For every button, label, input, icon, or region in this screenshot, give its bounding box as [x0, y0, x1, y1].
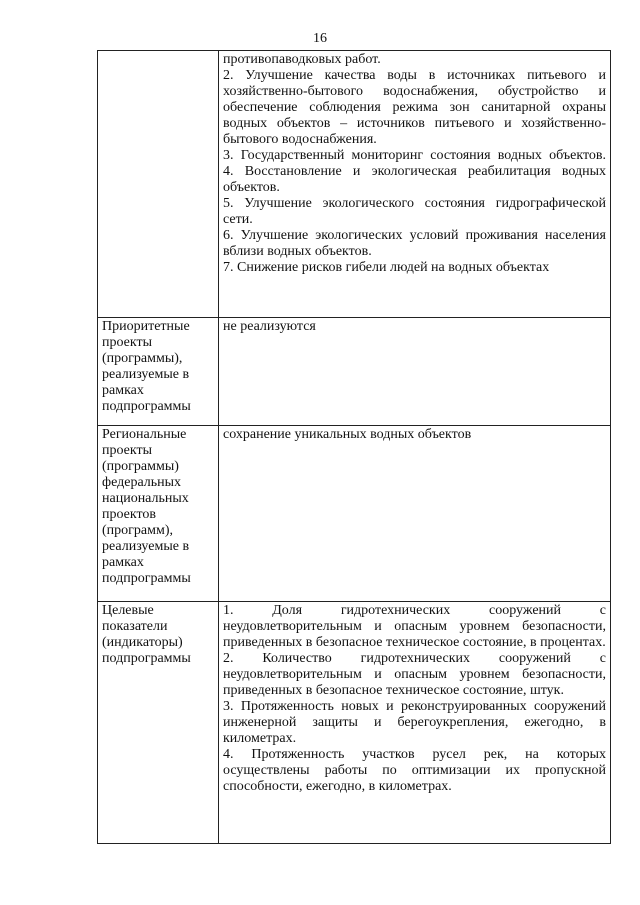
content-item: 3. Государственный мониторинг состояния водных объектов. — [223, 148, 606, 163]
content-item: 1. Доля гидротехнических сооружений с неудовлетворительным и опасным уровнем безопасности, приведенных в безопасное техническое состояние, в процентах. — [223, 603, 606, 650]
row-label: Региональные проекты (программы) федеральных национальных проектов (программ), реализуемые в рамках подпрограммы — [98, 426, 219, 602]
content-item: 3. Протяженность новых и реконструированных сооружений инженерной защиты и берегоукрепления, ежегодно, в километрах. — [223, 699, 606, 746]
table-row — [98, 602, 611, 844]
table-row — [98, 426, 611, 602]
table-row — [98, 318, 611, 426]
content-item: 2. Количество гидротехнических сооружений с неудовлетворительным и опасным уровнем безопасности, приведенных в безопасное техническое состояние, штук. — [223, 651, 606, 698]
row-content — [219, 318, 611, 426]
content-item: не реализуются — [223, 319, 316, 334]
content-item: 5. Улучшение экологического состояния гидрографической сети. — [223, 196, 606, 227]
content-item: 6. Улучшение экологических условий проживания населения вблизи водных объектов. — [223, 228, 606, 259]
row-content — [219, 602, 611, 844]
content-item: противопаводковых работ. — [223, 52, 381, 67]
row-label — [98, 51, 219, 318]
row-label: Приоритетные проекты (программы), реализуемые в рамках подпрограммы — [98, 318, 219, 426]
content-item: 4. Восстановление и экологическая реабилитация водных объектов. — [223, 164, 606, 195]
content-item: 4. Протяженность участков русел рек, на которых осуществлены работы по оптимизации их пропускной способности, ежегодно, в километрах. — [223, 747, 606, 794]
content-item: 2. Улучшение качества воды в источниках питьевого и хозяйственно-бытового водоснабжения, обустройство и обеспечение соблюдения режима зон санитарной охраны водных объектов – источников питьевого и хозяйственно-бытового водоснабжения. — [223, 68, 606, 147]
row-content — [219, 51, 611, 318]
page-number: 16 — [313, 31, 327, 46]
table-row — [98, 51, 611, 318]
subprogram-passport-table — [97, 50, 611, 844]
content-item: сохранение уникальных водных объектов — [223, 427, 472, 442]
row-content — [219, 426, 611, 602]
content-item: 7. Снижение рисков гибели людей на водных объектах — [223, 260, 550, 275]
row-label: Целевые показатели (индикаторы) подпрограммы — [98, 602, 219, 844]
